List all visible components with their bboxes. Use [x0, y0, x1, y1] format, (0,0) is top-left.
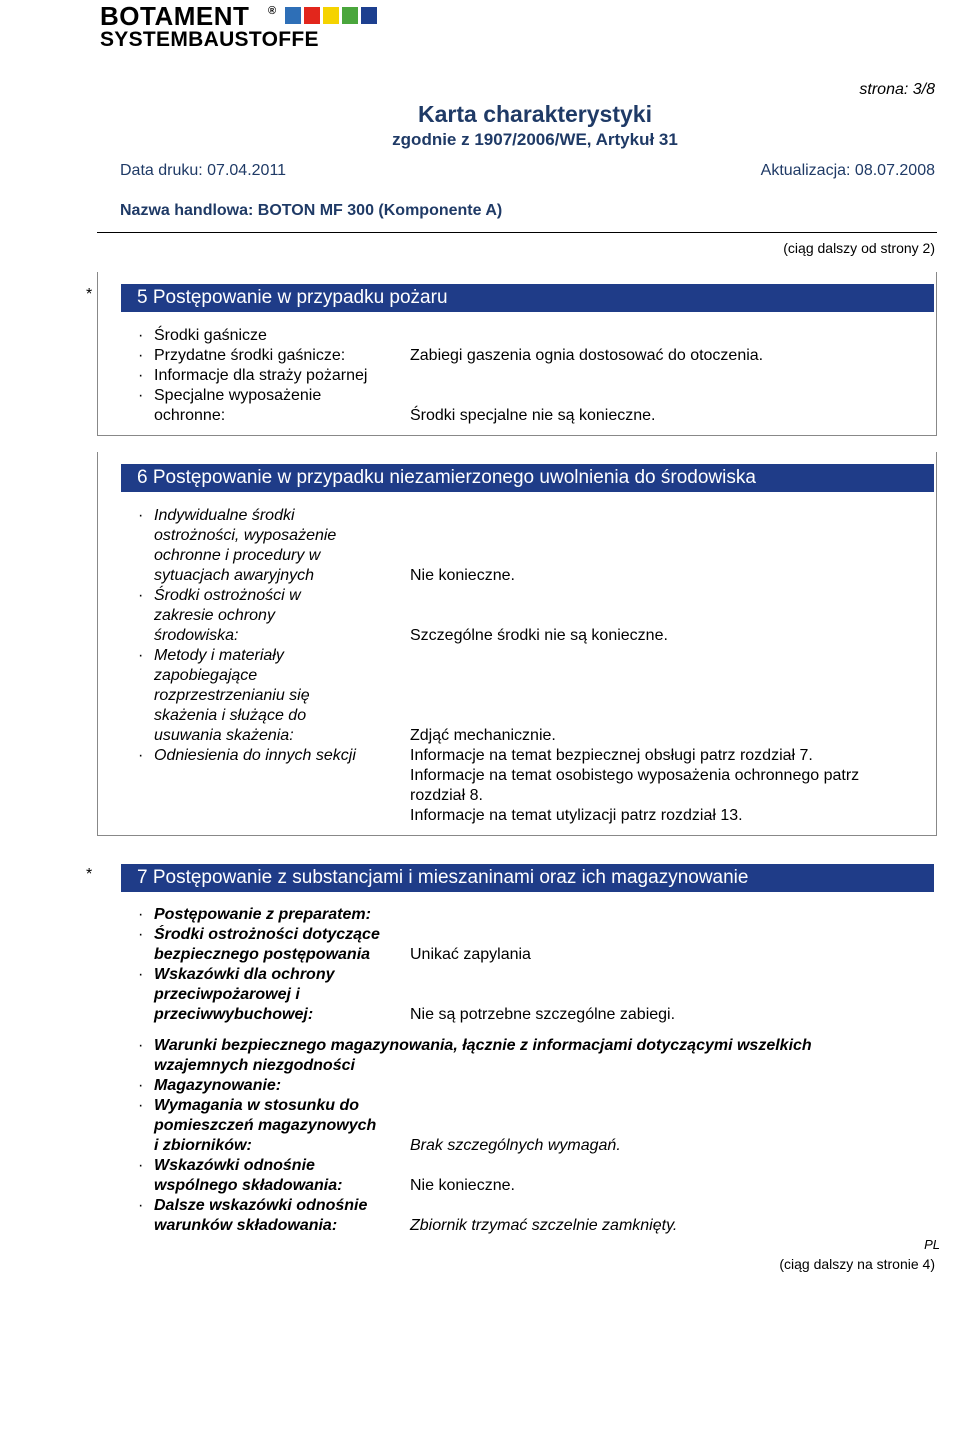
bullet: · [138, 1037, 144, 1054]
s7-label-requirements-3: i zbiorników: [154, 1137, 252, 1154]
s5-value-protective: Środki specjalne nie są konieczne. [410, 407, 656, 424]
bullet: · [138, 1097, 144, 1114]
s5-label-suitable: Przydatne środki gaśnicze: [154, 347, 346, 364]
header-divider [97, 232, 937, 233]
s7-label-storage: Magazynowanie: [154, 1077, 282, 1094]
document-subtitle: zgodnie z 1907/2006/WE, Artykuł 31 [392, 130, 678, 149]
s6-value-ref-4: Informacje na temat utylizacji patrz rozdział 13. [410, 807, 743, 824]
bullet: · [138, 647, 144, 664]
registered-mark: ® [268, 5, 277, 17]
logo-color-squares [285, 7, 377, 24]
section7-change-marker: * [86, 866, 93, 883]
s7-value-requirements: Brak szczególnych wymagań. [410, 1137, 621, 1154]
s6-label-personal-1: Indywidualne środki [154, 507, 295, 524]
logo-square-navy [361, 7, 377, 24]
s6-label-env-3: środowiska: [154, 627, 239, 644]
s6-label-personal-2: ostrożności, wyposażenie [154, 527, 337, 544]
s6-label-methods-5: usuwania skażenia: [154, 727, 294, 744]
s5-label-extinguishing: Środki gaśnicze [154, 327, 267, 344]
s5-value-suitable: Zabiegi gaszenia ognia dostosować do otoczenia. [410, 347, 764, 364]
language-code: PL [924, 1237, 940, 1252]
logo-square-red [304, 7, 320, 24]
s7-value-further: Zbiornik trzymać szczelnie zamknięty. [410, 1217, 678, 1234]
s5-label-firefighters: Informacje dla straży pożarnej [154, 367, 368, 384]
s7-value-fire: Nie są potrzebne szczególne zabiegi. [410, 1006, 676, 1023]
s7-value-joint-storage: Nie konieczne. [410, 1177, 515, 1194]
bullet: · [138, 1077, 144, 1094]
s6-value-ref-1: Informacje na temat bezpiecznej obsługi patrz rozdział 7. [410, 747, 813, 764]
logo-square-yellow [323, 7, 339, 24]
s5-label-protective: ochronne: [154, 407, 226, 424]
bullet: · [138, 367, 144, 384]
s6-label-methods-4: skażenia i służące do [154, 707, 307, 724]
logo-wordmark-bottom: SYSTEMBAUSTOFFE [100, 28, 319, 51]
continued-to: (ciąg dalszy na stronie 4) [779, 1256, 935, 1272]
bullet: · [138, 587, 144, 604]
section7-title: 7 Postępowanie z substancjami i mieszaninami oraz ich magazynowanie [121, 864, 934, 892]
bullet: · [138, 747, 144, 764]
s7-label-further-1: Dalsze wskazówki odnośnie [154, 1197, 368, 1214]
s5-label-special-equipment: Specjalne wyposażenie [154, 387, 322, 404]
s6-label-methods-3: rozprzestrzenianiu się [154, 687, 310, 704]
s6-label-env-1: Środki ostrożności w [154, 587, 301, 604]
s7-label-fire-2: przeciwpożarowej i [154, 986, 300, 1003]
s6-label-methods-2: zapobiegające [154, 667, 258, 684]
s6-label-env-2: zakresie ochrony [154, 607, 275, 624]
s7-label-joint-storage-1: Wskazówki odnośnie [154, 1157, 315, 1174]
s6-label-methods-1: Metody i materiały [154, 647, 284, 664]
s7-label-precautions-1: Środki ostrożności dotyczące [154, 926, 380, 943]
bullet: · [138, 347, 144, 364]
s7-label-further-2: warunków składowania: [154, 1217, 338, 1234]
s7-label-joint-storage-2: wspólnego składowania: [154, 1177, 343, 1194]
page-number: strona: 3/8 [859, 81, 935, 98]
s6-label-personal-3: ochronne i procedury w [154, 547, 321, 564]
bullet: · [138, 387, 144, 404]
s6-label-personal-4: sytuacjach awaryjnych [154, 567, 315, 584]
s6-value-ref-3: rozdział 8. [410, 787, 483, 804]
bullet: · [138, 1197, 144, 1214]
continued-from: (ciąg dalszy od strony 2) [783, 240, 935, 256]
s7-label-requirements-1: Wymagania w stosunku do [154, 1097, 360, 1114]
trade-name: Nazwa handlowa: BOTON MF 300 (Komponente A) [120, 202, 503, 219]
s6-value-env: Szczególne środki nie są konieczne. [410, 627, 668, 644]
bullet: · [138, 1157, 144, 1174]
bullet: · [138, 966, 144, 983]
bullet: · [138, 926, 144, 943]
bullet: · [138, 327, 144, 344]
section5-change-marker: * [86, 286, 93, 303]
logo-square-green [342, 7, 358, 24]
s6-label-references: Odniesienia do innych sekcji [154, 747, 356, 764]
s7-label-fire-1: Wskazówki dla ochrony [154, 966, 335, 983]
s6-value-personal: Nie konieczne. [410, 567, 515, 584]
s7-label-fire-3: przeciwwybuchowej: [154, 1006, 314, 1023]
s6-value-ref-2: Informacje na temat osobistego wyposażenia ochronnego patrz [410, 767, 860, 784]
s7-label-precautions-2: bezpiecznego postępowania [154, 946, 371, 963]
bullet: · [138, 507, 144, 524]
s7-value-precautions: Unikać zapylania [410, 946, 531, 963]
logo-wordmark-top: BOTAMENT [100, 1, 250, 31]
s7-label-handling: Postępowanie z preparatem: [154, 906, 371, 923]
print-date: Data druku: 07.04.2011 [120, 162, 287, 179]
section6-title: 6 Postępowanie w przypadku niezamierzonego uwolnienia do środowiska [121, 464, 934, 492]
document-title: Karta charakterystyki [418, 101, 652, 127]
section5-title: 5 Postępowanie w przypadku pożaru [121, 284, 934, 312]
s7-label-storage-conditions-1: Warunki bezpiecznego magazynowania, łącznie z informacjami dotyczącymi wszelkich [154, 1037, 812, 1054]
s7-label-requirements-2: pomieszczeń magazynowych [154, 1117, 377, 1134]
logo-square-blue [285, 7, 301, 24]
s6-value-methods: Zdjąć mechanicznie. [410, 727, 556, 744]
update-date: Aktualizacja: 08.07.2008 [760, 162, 935, 179]
bullet: · [138, 906, 144, 923]
s7-label-storage-conditions-2: wzajemnych niezgodności [154, 1057, 355, 1074]
